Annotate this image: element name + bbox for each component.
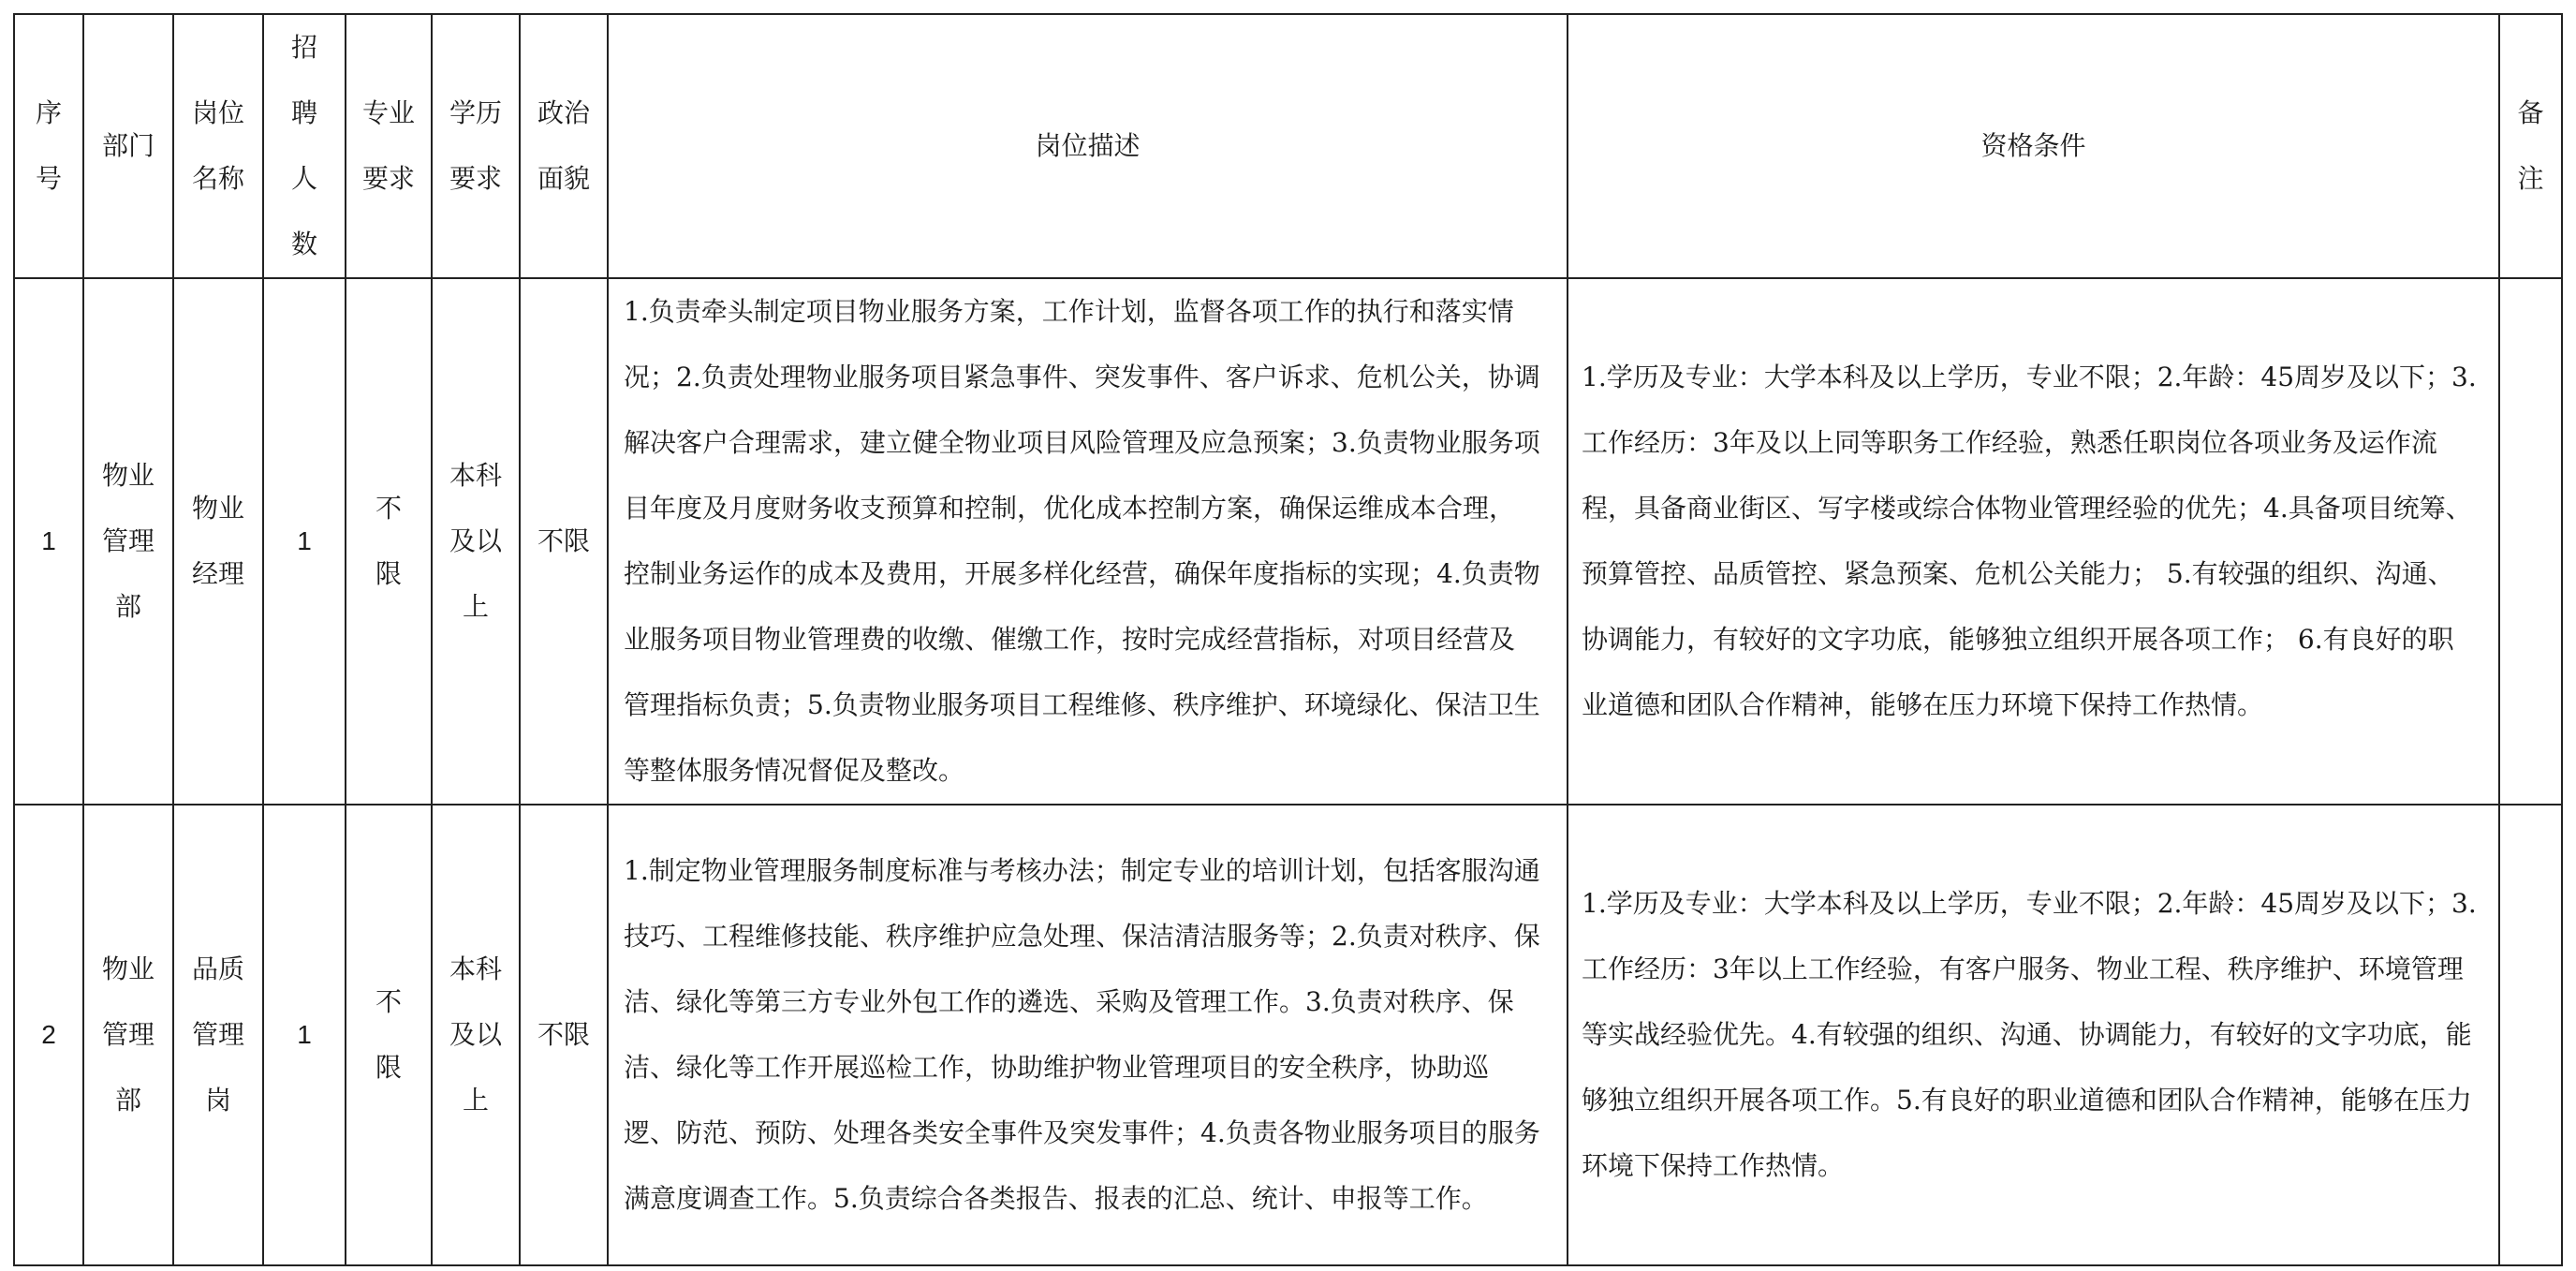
row-political: 不限 <box>520 278 608 805</box>
header-index <box>14 14 83 278</box>
row-remarks <box>2499 805 2562 1265</box>
header-index-label: 序号 <box>35 97 62 194</box>
row-description: 1.制定物业管理服务制度标准与考核办法；制定专业的培训计划，包括客服沟通技巧、工程维修技能、秩序维护应急处理、保洁清洁服务等；2.负责对秩序、保洁、绿化等第三方专业外包工作的遴选、采购及管理工作。3.负责对秩序、保洁、绿化等工作开展巡检工作，协助维护物业管理项目的安全秩序，协助巡逻、防范、预防、处理各类安全事件及突发事件；4.负责各物业服务项目的服务满意度调查工作。5.负责综合各类报告、报表的汇总、统计、申报等工作。 <box>608 805 1568 1265</box>
header-political-label: 政治面貌 <box>537 97 591 194</box>
header-position-label: 岗位名称 <box>192 97 245 194</box>
recruitment-table <box>13 13 2563 1266</box>
row-dept-cell <box>83 278 173 805</box>
row-education: 本科及以上 <box>449 460 503 622</box>
row-headcount: 1 <box>263 805 346 1265</box>
row-index: 1 <box>14 278 83 805</box>
row-qualifications: 1.学历及专业：大学本科及以上学历，专业不限；2.年龄：45周岁及以下；3.工作经历：3年以上工作经验，有客户服务、物业工程、秩序维护、环境管理等实战经验优先。4.有较强的组织、沟通、协调能力，有较好的文字功底，能够独立组织开展各项工作。5.有良好的职业道德和团队合作精神，能够在压力环境下保持工作热情。 <box>1568 805 2499 1265</box>
header-remarks <box>2499 14 2562 278</box>
row-education: 本科及以上 <box>449 953 503 1116</box>
row-major-cell <box>346 805 432 1265</box>
row-education-cell <box>432 805 520 1265</box>
row-dept: 物业管理部 <box>102 953 155 1116</box>
row-qualifications: 1.学历及专业：大学本科及以上学历，专业不限；2.年龄：45周岁及以下；3.工作经历：3年及以上同等职务工作经验，熟悉任职岗位各项业务及运作流程，具备商业街区、写字楼或综合体物业管理经验的优先；4.具备项目统筹、预算管控、品质管控、紧急预案、危机公关能力； 5.有较强的组织、沟通、协调能力，有较好的文字功底，能够独立组织开展各项工作； 6.有良好的职业道德和团队合作精神，能够在压力环境下保持工作热情。 <box>1568 278 2499 805</box>
row-position-cell <box>173 278 263 805</box>
row-major-cell <box>346 278 432 805</box>
header-major <box>346 14 432 278</box>
row-headcount: 1 <box>263 278 346 805</box>
table-row <box>14 278 2562 805</box>
row-position-cell <box>173 805 263 1265</box>
header-education <box>432 14 520 278</box>
header-headcount <box>263 14 346 278</box>
header-remarks-label: 备注 <box>2517 97 2544 194</box>
row-position: 物业经理 <box>192 493 245 589</box>
row-position: 品质管理岗 <box>192 953 245 1116</box>
header-position <box>173 14 263 278</box>
header-education-label: 学历要求 <box>449 97 503 194</box>
row-political: 不限 <box>520 805 608 1265</box>
row-dept-cell <box>83 805 173 1265</box>
header-description <box>608 14 1568 278</box>
row-description: 1.负责牵头制定项目物业服务方案，工作计划，监督各项工作的执行和落实情况；2.负责处理物业服务项目紧急事件、突发事件、客户诉求、危机公关，协调解决客户合理需求，建立健全物业项目风险管理及应急预案；3.负责物业服务项目年度及月度财务收支预算和控制，优化成本控制方案，确保运维成本合理，控制业务运作的成本及费用，开展多样化经营，确保年度指标的实现；4.负责物业服务项目物业管理费的收缴、催缴工作，按时完成经营指标，对项目经营及管理指标负责；5.负责物业服务项目工程维修、秩序维护、环境绿化、保洁卫生等整体服务情况督促及整改。 <box>608 278 1568 805</box>
header-headcount-label: 招聘人数 <box>290 32 317 259</box>
row-education-cell <box>432 278 520 805</box>
table-row <box>14 805 2562 1265</box>
row-index: 2 <box>14 805 83 1265</box>
header-qualifications-label: 资格条件 <box>1980 130 2086 161</box>
header-description-label: 岗位描述 <box>1035 130 1141 161</box>
header-dept-label: 部门 <box>101 130 155 161</box>
row-major: 不限 <box>375 986 402 1083</box>
row-dept: 物业管理部 <box>102 460 155 622</box>
row-major: 不限 <box>375 493 402 589</box>
row-remarks <box>2499 278 2562 805</box>
header-political <box>520 14 608 278</box>
header-row <box>14 14 2562 278</box>
recruitment-table-wrapper <box>13 13 2561 1266</box>
header-major-label: 专业要求 <box>362 97 416 194</box>
header-qualifications <box>1568 14 2499 278</box>
header-dept <box>83 14 173 278</box>
